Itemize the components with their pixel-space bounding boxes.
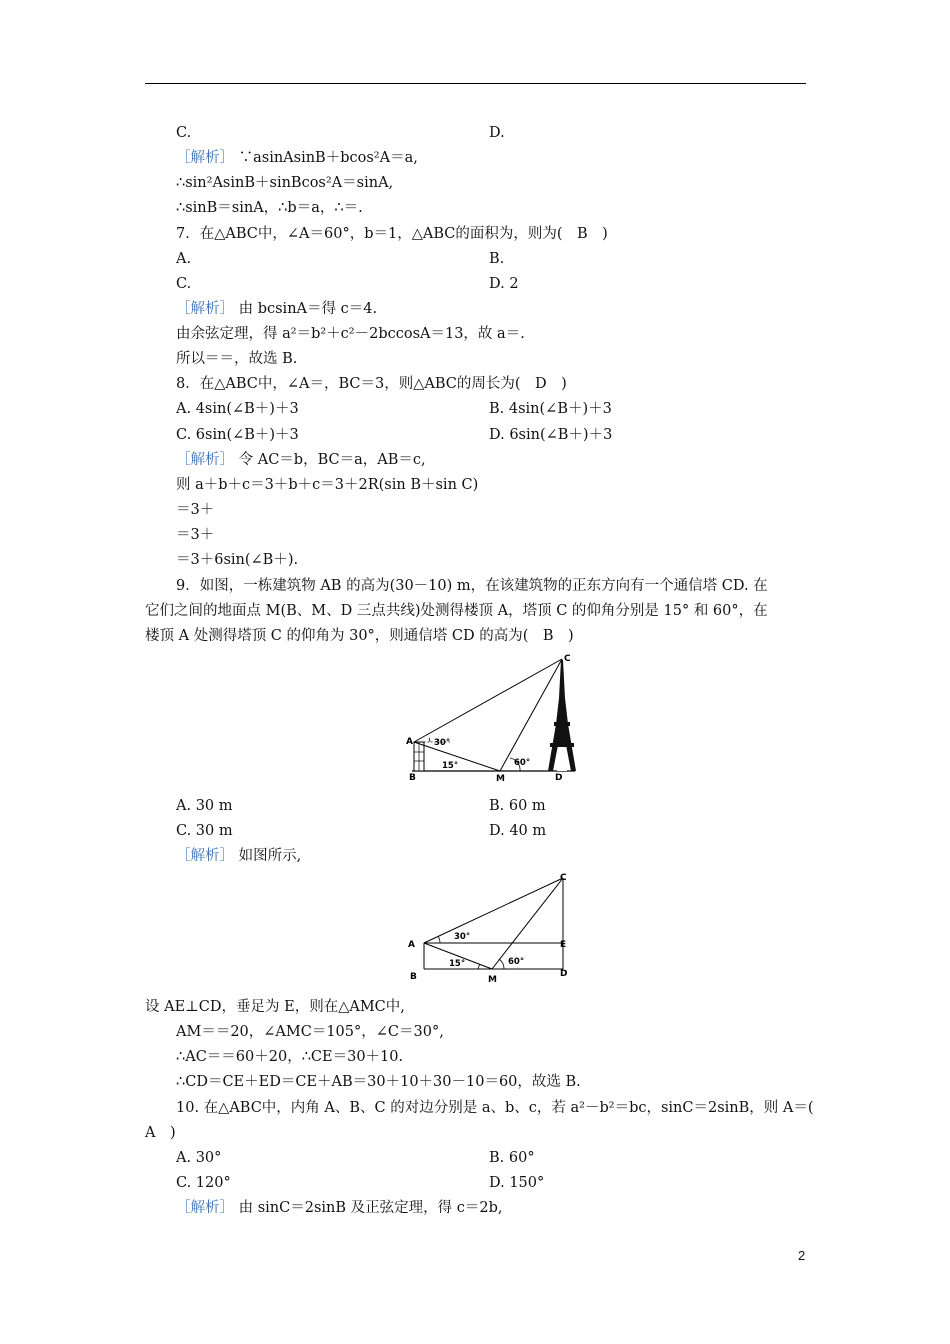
angle-15: 15° xyxy=(449,959,466,969)
option-d: D. 40 m xyxy=(489,823,547,839)
solution-line: 设 AE⊥CD，垂足为 E，则在△AMC中, xyxy=(145,999,405,1015)
solution-line xyxy=(176,149,418,167)
option-b: B. xyxy=(489,251,505,267)
solution-tag: ［解析］ xyxy=(176,301,234,317)
angle-15: 15° xyxy=(442,761,459,771)
solution-line: ∴AC＝＝60＋20，∴CE＝30＋10. xyxy=(176,1049,404,1065)
solution-line: ＝3＋ xyxy=(176,527,215,543)
option-c: C. 30 m xyxy=(176,823,233,839)
label-a: A xyxy=(406,737,413,747)
solution-text: 由 sinC＝2sinB 及正弦定理，得 c＝2b, xyxy=(234,1200,503,1216)
label-c: C xyxy=(560,873,567,883)
solution-text: 如图所示, xyxy=(234,848,302,864)
option-c: C. 120° xyxy=(176,1175,231,1191)
question-7-stem: 7．在△ABC中，∠A＝60°，b＝1，△ABC的面积为，则为( B ) xyxy=(176,226,608,242)
option-c: C. xyxy=(176,276,192,292)
header-rule xyxy=(145,83,806,84)
line-ac xyxy=(414,659,562,742)
solution-line: AM＝＝20，∠AMC＝105°，∠C＝30°, xyxy=(176,1024,444,1040)
solution-line: ∴sin²AsinB＋sinBcos²A＝sinA, xyxy=(176,175,394,191)
line-ac xyxy=(424,878,563,943)
option-d: D. 2 xyxy=(489,276,519,292)
label-c: C xyxy=(564,654,571,664)
option-b: B. 60 m xyxy=(489,798,546,814)
option-d: D. 6sin(∠B＋)＋3 xyxy=(489,427,613,443)
label-d: D xyxy=(560,969,568,979)
solution-line xyxy=(176,847,301,865)
label-m: M xyxy=(488,975,497,985)
solution-line: ∴sinB＝sinA，∴b＝a，∴＝. xyxy=(176,200,363,216)
label-d: D xyxy=(555,773,563,783)
solution-line xyxy=(176,1199,502,1217)
angle-60: 60° xyxy=(514,758,531,768)
label-a: A xyxy=(408,940,415,950)
question-8-stem: 8．在△ABC中，∠A＝，BC＝3，则△ABC的周长为( D ) xyxy=(176,376,567,392)
option-a: A. xyxy=(176,251,192,267)
figure-2 xyxy=(400,866,580,988)
solution-line: ＝3＋6sin(∠B＋). xyxy=(176,552,299,568)
angle-30: 30° xyxy=(434,738,451,748)
label-e: E xyxy=(560,940,567,950)
option-c: C. xyxy=(176,125,192,141)
solution-tag: ［解析］ xyxy=(176,452,234,468)
solution-line: 则 a＋b＋c＝3＋b＋c＝3＋2R(sin B＋sin C) xyxy=(176,477,479,493)
option-a: A. 30° xyxy=(176,1150,222,1166)
option-a: A. 30 m xyxy=(176,798,233,814)
solution-tag: ［解析］ xyxy=(176,848,234,864)
option-b: B. 60° xyxy=(489,1150,535,1166)
solution-line xyxy=(176,451,426,469)
solution-line: ∴CD＝CE＋ED＝CE＋AB＝30＋10＋30－10＝60，故选 B. xyxy=(176,1074,581,1090)
option-b: B. 4sin(∠B＋)＋3 xyxy=(489,401,612,417)
figure-1 xyxy=(400,648,580,784)
question-10-stem: A ) xyxy=(145,1125,176,1141)
option-d: D. 150° xyxy=(489,1175,545,1191)
question-10-stem: 10. 在△ABC中，内角 A、B、C 的对边分别是 a、b、c，若 a²－b²＝bc，sinC＝2sinB，则 A＝( xyxy=(176,1100,814,1116)
label-b: B xyxy=(409,773,416,783)
label-b: B xyxy=(410,972,417,982)
option-c: C. 6sin(∠B＋)＋3 xyxy=(176,427,299,443)
solution-text: ∵asinAsinB＋bcos²A＝a, xyxy=(234,150,418,166)
line-mc xyxy=(492,878,563,969)
angle-60: 60° xyxy=(508,957,525,967)
question-9-stem: 楼顶 A 处测得塔顶 C 的仰角为 30°，则通信塔 CD 的高为( B ) xyxy=(145,628,574,644)
question-9-stem: 它们之间的地面点 M(B、M、D 三点共线)处测得楼顶 A，塔顶 C 的仰角分别是 15° 和 60°，在 xyxy=(145,603,768,619)
solution-line: 由余弦定理，得 a²＝b²＋c²－2bccosA＝13，故 a＝. xyxy=(176,326,525,342)
solution-tag: ［解析］ xyxy=(176,1200,234,1216)
angle-30: 30° xyxy=(454,932,471,942)
solution-text: 由 bcsinA＝得 c＝4. xyxy=(234,301,378,317)
solution-line: ＝3＋ xyxy=(176,502,215,518)
question-9-stem: 9．如图，一栋建筑物 AB 的高为(30－10) m，在该建筑物的正东方向有一个通信塔 CD. 在 xyxy=(176,578,768,594)
option-a: A. 4sin(∠B＋)＋3 xyxy=(176,401,299,417)
page-number: 2 xyxy=(798,1248,806,1263)
solution-tag: ［解析］ xyxy=(176,150,234,166)
solution-line: 所以＝＝，故选 B. xyxy=(176,351,298,367)
solution-text: 令 AC＝b，BC＝a，AB＝c, xyxy=(234,452,426,468)
label-m: M xyxy=(496,774,505,784)
solution-line xyxy=(176,300,377,318)
option-d: D. xyxy=(489,125,505,141)
